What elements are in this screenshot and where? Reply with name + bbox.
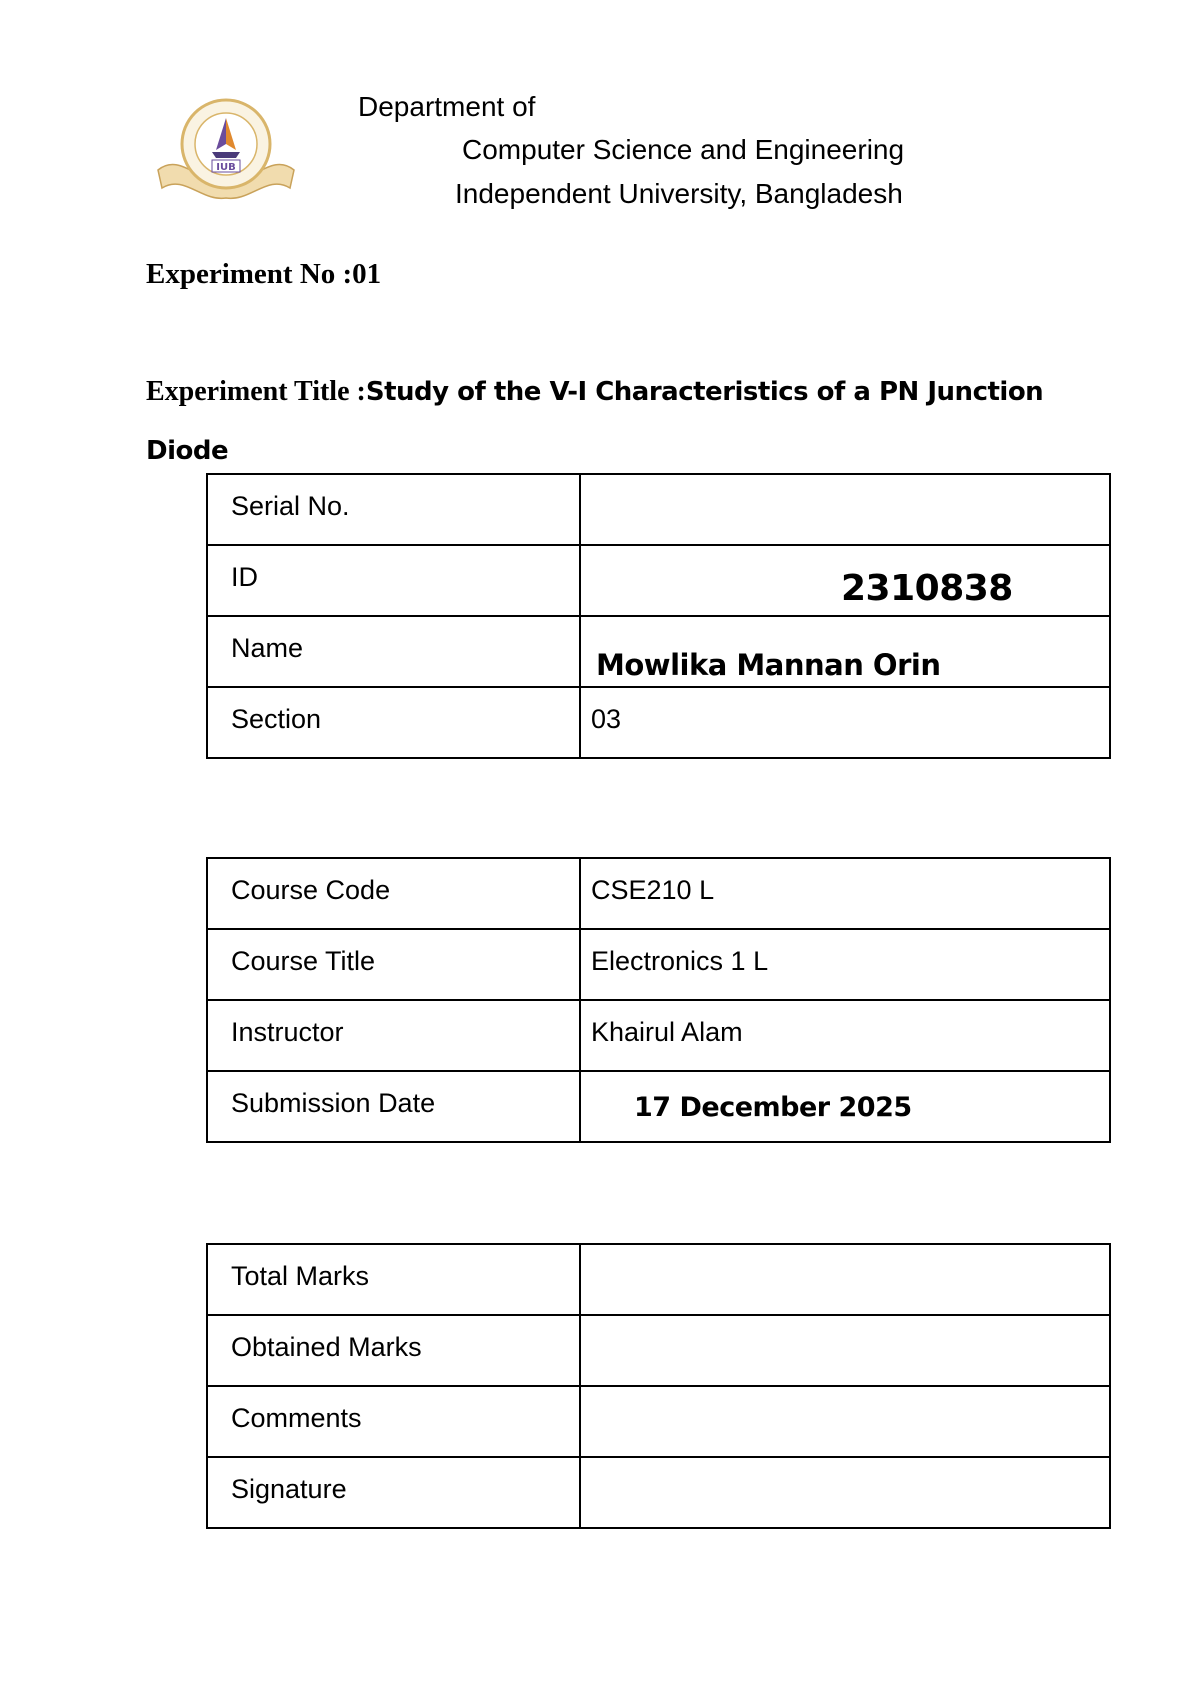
id-value: 2310838 — [841, 568, 1013, 609]
table-row — [207, 474, 1110, 545]
serial-no-value — [580, 474, 1110, 545]
id-label: ID — [207, 545, 580, 616]
department-label: Department of — [358, 91, 536, 122]
instructor-value: Khairul Alam — [580, 1000, 1110, 1071]
student-info-table — [206, 473, 1111, 759]
id-value-cell — [580, 545, 1110, 616]
total-marks-value — [580, 1244, 1110, 1315]
marks-table — [206, 1243, 1111, 1529]
university-name: Independent University, Bangladesh — [455, 178, 903, 209]
table-row — [207, 858, 1110, 929]
course-info-table — [206, 857, 1111, 1143]
experiment-title-label: Experiment Title : — [146, 376, 366, 407]
table-row — [207, 1315, 1110, 1386]
submission-date-label: Submission Date — [207, 1071, 580, 1142]
signature-label: Signature — [207, 1457, 580, 1528]
course-code-value: CSE210 L — [580, 858, 1110, 929]
svg-text:IUB: IUB — [216, 162, 236, 173]
obtained-marks-value — [580, 1315, 1110, 1386]
course-title-value: Electronics 1 L — [580, 929, 1110, 1000]
table-row — [207, 616, 1110, 687]
submission-date-value: 17 December 2025 — [634, 1092, 912, 1123]
comments-label: Comments — [207, 1386, 580, 1457]
section-label: Section — [207, 687, 580, 758]
name-value: Mowlika Mannan Orin — [596, 648, 941, 682]
table-row — [207, 1386, 1110, 1457]
submission-date-cell — [580, 1071, 1110, 1142]
name-value-cell — [580, 616, 1110, 687]
table-row — [207, 1000, 1110, 1071]
total-marks-label: Total Marks — [207, 1244, 580, 1315]
course-code-label: Course Code — [207, 858, 580, 929]
table-row — [207, 687, 1110, 758]
instructor-label: Instructor — [207, 1000, 580, 1071]
table-row — [207, 1244, 1110, 1315]
experiment-title-value: Study of the V-I Characteristics of a PN Junction Diode — [146, 377, 1044, 466]
experiment-number: Experiment No :01 — [146, 258, 382, 290]
table-row — [207, 1071, 1110, 1142]
course-title-label: Course Title — [207, 929, 580, 1000]
name-label: Name — [207, 616, 580, 687]
experiment-title — [146, 362, 1066, 480]
university-seal-icon — [150, 92, 302, 212]
serial-no-label: Serial No. — [207, 474, 580, 545]
department-name: Computer Science and Engineering — [462, 134, 905, 165]
table-row — [207, 545, 1110, 616]
table-row — [207, 929, 1110, 1000]
signature-value — [580, 1457, 1110, 1528]
obtained-marks-label: Obtained Marks — [207, 1315, 580, 1386]
section-value: 03 — [580, 687, 1110, 758]
table-row — [207, 1457, 1110, 1528]
comments-value — [580, 1386, 1110, 1457]
